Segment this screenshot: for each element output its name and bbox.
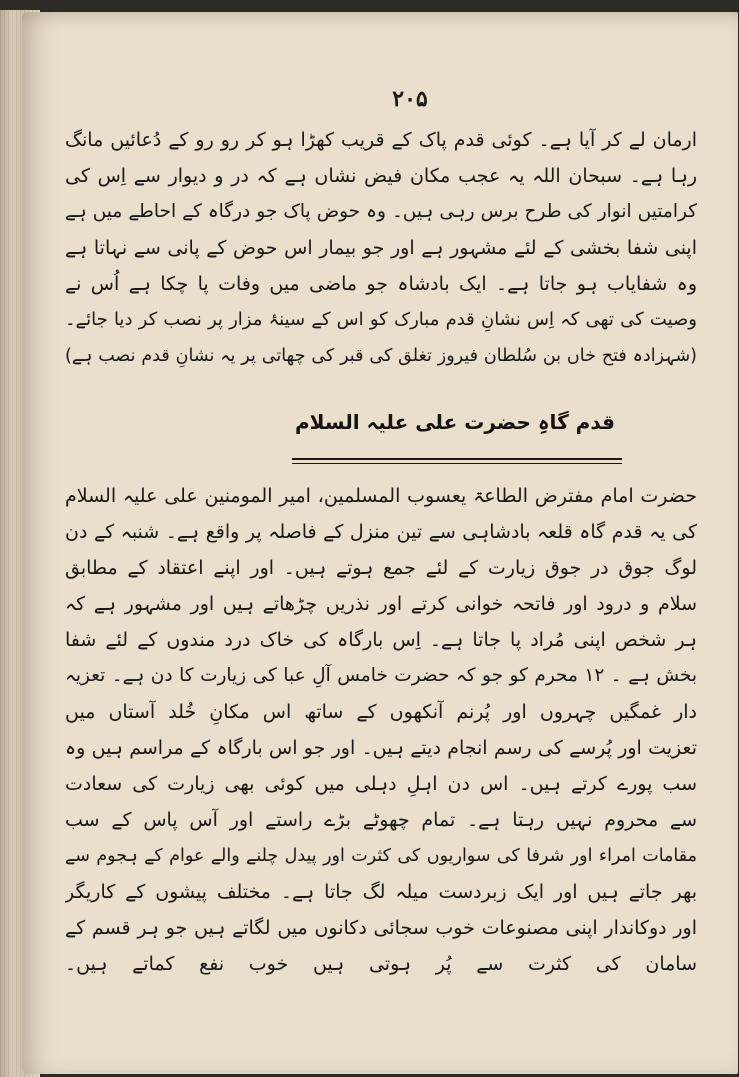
heading-underline-thin xyxy=(292,463,622,464)
text-line: کی یہ قدم گاہ قلعہ بادشاہی سے تین منزل کے فاصلہ پر واقع ہے۔ شنبہ کے دن xyxy=(65,521,697,543)
text-line: اپنی شفا بخشی کے لئے مشہور ہے اور جو بیمار اس حوض کے پانی سے نہاتا ہے xyxy=(65,237,697,259)
text-line: حضرت امام مفترض الطاعۃ یعسوب المسلمین، امیر المومنین علی علیہ السلام xyxy=(65,485,697,507)
text-line: رہا ہے۔ سبحان اللہ یہ عجب مکان فیض نشاں ہے کہ در و دیوار سے اِس کی xyxy=(65,165,697,187)
text-line: سے محروم نہیں رہتا ہے۔ تمام چھوٹے بڑے راستے اور آس پاس کے سب xyxy=(65,809,697,831)
text-line: کرامتیں انوار کی طرح برس رہی ہیں۔ وہ حوض پاک جو درگاہ کے احاطے میں ہے xyxy=(65,201,697,222)
paragraph-top xyxy=(65,122,697,374)
text-line: سب پورے کرتے ہیں۔ اس دن اہلِ دہلی میں کوئی بھی زیارت کی سعادت xyxy=(65,773,697,795)
heading-underline xyxy=(292,458,622,460)
text-line: (شہزادہ فتح خاں بن سُلطان فیروز تغلق کی قبر کی چھاتی پر یہ نشانِ قدم نصب ہے) xyxy=(65,346,697,366)
text-line: تعزیت اور پُرسے کی رسم انجام دیتے ہیں۔ اور جو اس بارگاہ کے مراسم ہیں وہ xyxy=(65,737,697,759)
page-number: ۲۰۵ xyxy=(392,86,428,112)
text-line: سامان کی کثرت سے پُر ہوتی ہیں خوب نفع کماتے ہیں۔ xyxy=(65,953,697,975)
text-line: سلام و درود اور فاتحہ خوانی کرتے اور نذریں چڑھاتے ہیں اور مشہور ہے کہ xyxy=(65,593,697,615)
text-line: بھر جاتے ہیں اور ایک زبردست میلہ لگ جاتا ہے۔ مختلف پیشوں کے کاریگر xyxy=(65,881,697,903)
text-line: ہر شخص اپنی مُراد پا جاتا ہے۔ اِس بارگاہ کی خاک درد مندوں کے لئے شفا xyxy=(65,629,697,651)
section-heading: قدم گاہِ حضرت علی علیہ السلام xyxy=(295,410,615,434)
text-line: بخش ہے ۔ ۱۲ محرم کو جو کہ حضرت خامس آلِ عبا کی زیارت کا دن ہے۔ تعزیہ xyxy=(65,665,697,686)
text-line: ارمان لے کر آیا ہے۔ کوئی قدم پاک کے قریب کھڑا ہو کر رو رو کے دُعائیں مانگ xyxy=(65,129,697,151)
paragraph-bottom xyxy=(65,478,697,982)
text-line: وہ شفایاب ہو جاتا ہے۔ ایک بادشاہ جو ماضی میں وفات پا چکا ہے اُس نے xyxy=(65,273,697,295)
text-line: دار غمگیں چہروں اور پُرنم آنکھوں کے ساتھ اس مکانِ خُلد آستاں میں xyxy=(65,701,697,723)
text-line: وصیت کی تھی کہ اِس نشانِ قدم مبارک کو اس کے سینۂ مزار پر نصب کر دیا جائے۔ xyxy=(65,309,697,330)
text-line: لوگ جوق در جوق زیارت کے لئے جمع ہوتے ہیں۔ اور اپنے اعتقاد کے مطابق xyxy=(65,557,697,579)
text-line: مقامات امراء اور شرفا کی سواریوں کی کثرت اور پیدل چلنے والے عوام کے ہجوم سے xyxy=(65,846,697,866)
text-line: اور دوکاندار اپنی مصنوعات خوب سجائی دکانوں میں لگاتے ہیں جو ہر قسم کے xyxy=(65,917,697,939)
